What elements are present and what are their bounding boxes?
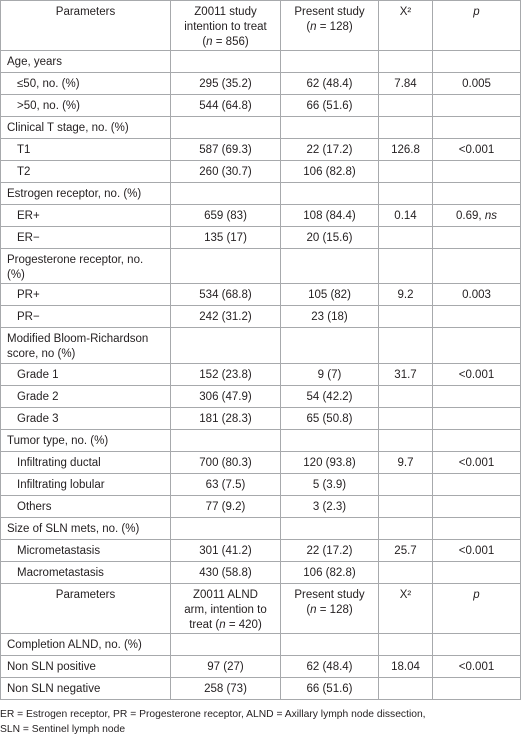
header2-p-value: p (433, 584, 521, 634)
present-value: 62 (48.4) (281, 73, 379, 95)
section-title-mbr (1, 328, 171, 364)
section-title-age: Age, years (1, 51, 171, 73)
section-title-alnd: Completion ALND, no. (%) (1, 634, 171, 656)
header2-parameters: Parameters (1, 584, 171, 634)
row-label: Grade 1 (1, 364, 171, 386)
header-parameters: Parameters (1, 1, 171, 51)
present-value: 3 (2.3) (281, 496, 379, 518)
header2-present-line2a: ( (306, 604, 311, 616)
row-label: ER− (1, 227, 171, 249)
row-label: >50, no. (%) (1, 95, 171, 117)
table-header-row-2 (1, 584, 521, 634)
z0011-value: 260 (30.7) (171, 161, 281, 183)
p-value: 0.003 (433, 284, 521, 306)
table-row (1, 95, 521, 117)
chi-square-value: 18.04 (379, 656, 433, 678)
header2-z0011-alnd (171, 584, 281, 634)
table-row (1, 161, 521, 183)
present-value: 22 (17.2) (281, 540, 379, 562)
header-present-n: n (310, 21, 317, 33)
header2-z0011-line3a: treat ( (189, 619, 220, 631)
present-value: 108 (84.4) (281, 205, 379, 227)
chi-square-value: 25.7 (379, 540, 433, 562)
row-label: Infiltrating lobular (1, 474, 171, 496)
not-significant-mark: ns (484, 210, 497, 222)
z0011-value: 181 (28.3) (171, 408, 281, 430)
header2-z0011-line1: Z0011 ALND (193, 589, 258, 601)
z0011-value: 77 (9.2) (171, 496, 281, 518)
z0011-value: 63 (7.5) (171, 474, 281, 496)
header2-present (281, 584, 379, 634)
present-value: 106 (82.8) (281, 161, 379, 183)
table-row (1, 562, 521, 584)
section-title-tstage: Clinical T stage, no. (%) (1, 117, 171, 139)
present-value: 62 (48.4) (281, 656, 379, 678)
header-chi-square: X² (379, 1, 433, 51)
header2-z0011-line3b: = 420) (225, 619, 262, 631)
p-value: <0.001 (433, 540, 521, 562)
table-row (1, 73, 521, 95)
section-row (1, 634, 521, 656)
table-header-row (1, 1, 521, 51)
table-row (1, 452, 521, 474)
present-value: 66 (51.6) (281, 678, 379, 700)
present-value: 106 (82.8) (281, 562, 379, 584)
section-row (1, 117, 521, 139)
section-row (1, 430, 521, 452)
table-row (1, 474, 521, 496)
row-label: Micrometastasis (1, 540, 171, 562)
header-z0011-line3a: ( (202, 36, 207, 48)
header-z0011-line1: Z0011 study (194, 6, 257, 18)
section-title-tumor: Tumor type, no. (%) (1, 430, 171, 452)
z0011-value: 587 (69.3) (171, 139, 281, 161)
chi-square-value: 9.2 (379, 284, 433, 306)
row-label: Non SLN positive (1, 656, 171, 678)
p-value: <0.001 (433, 364, 521, 386)
row-label: Non SLN negative (1, 678, 171, 700)
section-row (1, 518, 521, 540)
p-value (433, 205, 521, 227)
z0011-value: 430 (58.8) (171, 562, 281, 584)
chi-square-value: 126.8 (379, 139, 433, 161)
header-present-line2a: ( (306, 21, 311, 33)
row-label: ≤50, no. (%) (1, 73, 171, 95)
footnote-line1: ER = Estrogen receptor, PR = Progesterone receptor, ALND = Axillary lymph node dissection, (0, 709, 426, 720)
table-row (1, 306, 521, 328)
p-value-number: 0.69, (456, 210, 482, 222)
z0011-value: 258 (73) (171, 678, 281, 700)
section-row (1, 51, 521, 73)
header2-chi-square: X² (379, 584, 433, 634)
z0011-value: 97 (27) (171, 656, 281, 678)
header-z0011 (171, 1, 281, 51)
header-p-value: p (433, 1, 521, 51)
table-row (1, 496, 521, 518)
row-label: ER+ (1, 205, 171, 227)
p-value: <0.001 (433, 139, 521, 161)
header-present-line2b: = 128) (316, 21, 353, 33)
p-value: <0.001 (433, 656, 521, 678)
z0011-value: 301 (41.2) (171, 540, 281, 562)
row-label: Grade 3 (1, 408, 171, 430)
table-row (1, 408, 521, 430)
row-label: T1 (1, 139, 171, 161)
header2-z0011-n: n (219, 619, 226, 631)
present-value: 22 (17.2) (281, 139, 379, 161)
z0011-value: 659 (83) (171, 205, 281, 227)
present-value: 20 (15.6) (281, 227, 379, 249)
z0011-value: 295 (35.2) (171, 73, 281, 95)
table-row (1, 205, 521, 227)
section-title-mbr-line1: Modified Bloom-Richardson (7, 333, 149, 345)
row-label: T2 (1, 161, 171, 183)
header-present (281, 1, 379, 51)
header2-present-line1: Present study (294, 589, 365, 601)
z0011-value: 306 (47.9) (171, 386, 281, 408)
row-label: Grade 2 (1, 386, 171, 408)
table-row (1, 540, 521, 562)
header-z0011-n: n (206, 36, 213, 48)
row-label: PR+ (1, 284, 171, 306)
header2-z0011-line2: arm, intention to (184, 604, 267, 616)
table-footnote (0, 707, 521, 737)
chi-square-value: 9.7 (379, 452, 433, 474)
row-label: Others (1, 496, 171, 518)
table-row (1, 364, 521, 386)
table-row (1, 227, 521, 249)
present-value: 120 (93.8) (281, 452, 379, 474)
table-row (1, 386, 521, 408)
header-present-line1: Present study (294, 6, 365, 18)
present-value: 105 (82) (281, 284, 379, 306)
p-value: 0.005 (433, 73, 521, 95)
z0011-value: 534 (68.8) (171, 284, 281, 306)
present-value: 23 (18) (281, 306, 379, 328)
table-row (1, 678, 521, 700)
header-z0011-line3b: = 856) (212, 36, 249, 48)
section-row (1, 183, 521, 205)
row-label: Macrometastasis (1, 562, 171, 584)
z0011-value: 135 (17) (171, 227, 281, 249)
present-value: 9 (7) (281, 364, 379, 386)
header2-present-line2b: = 128) (316, 604, 353, 616)
table-row (1, 139, 521, 161)
z0011-value: 544 (64.8) (171, 95, 281, 117)
section-row (1, 328, 521, 364)
section-row (1, 249, 521, 284)
header-z0011-line2: intention to treat (184, 21, 267, 33)
section-title-er: Estrogen receptor, no. (%) (1, 183, 171, 205)
footnote-line2: SLN = Sentinel lymph node (0, 724, 126, 735)
z0011-value: 152 (23.8) (171, 364, 281, 386)
z0011-value: 700 (80.3) (171, 452, 281, 474)
row-label: PR− (1, 306, 171, 328)
present-value: 54 (42.2) (281, 386, 379, 408)
row-label: Infiltrating ductal (1, 452, 171, 474)
present-value: 5 (3.9) (281, 474, 379, 496)
chi-square-value: 31.7 (379, 364, 433, 386)
chi-square-value: 7.84 (379, 73, 433, 95)
table-row (1, 656, 521, 678)
section-title-pr: Progesterone receptor, no. (%) (1, 249, 171, 284)
header2-present-n: n (310, 604, 317, 616)
z0011-value: 242 (31.2) (171, 306, 281, 328)
table-row (1, 284, 521, 306)
section-title-sln: Size of SLN mets, no. (%) (1, 518, 171, 540)
present-value: 65 (50.8) (281, 408, 379, 430)
chi-square-value: 0.14 (379, 205, 433, 227)
p-value: <0.001 (433, 452, 521, 474)
present-value: 66 (51.6) (281, 95, 379, 117)
section-title-mbr-line2: score, no (%) (7, 348, 76, 360)
